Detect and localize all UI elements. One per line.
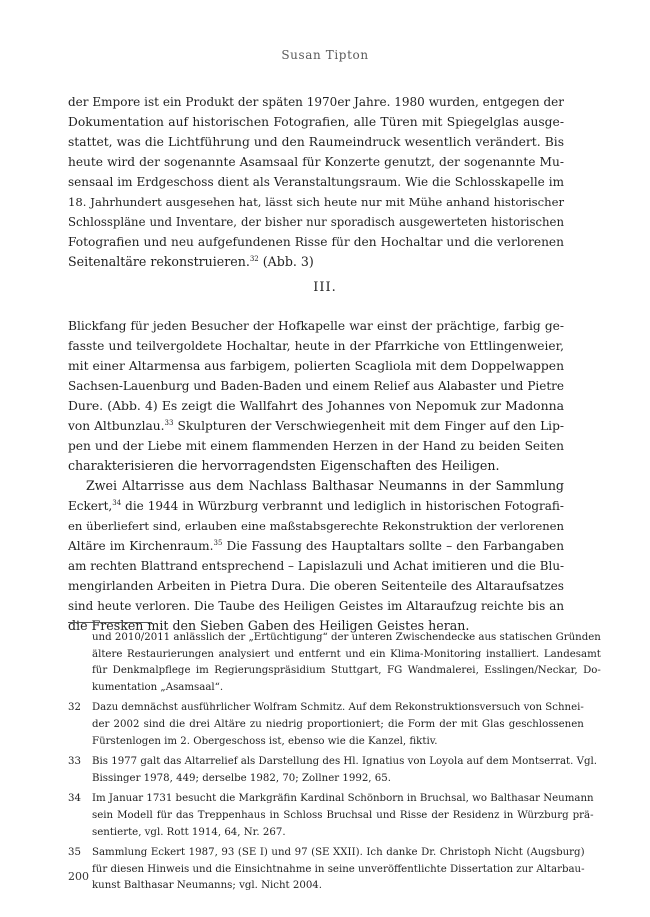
footnote-ref-32[interactable]: 32 xyxy=(249,254,259,263)
text-line: sind heute verloren. Die Taube des Heiligen Geistes im Altaraufzug reichte bis an xyxy=(68,599,564,613)
text-run: Seitenaltäre rekonstruieren. xyxy=(68,254,250,269)
text-line xyxy=(68,252,564,272)
paragraph-2 xyxy=(68,316,564,636)
footnote-34 xyxy=(68,791,594,841)
text-line: charakterisieren die hervorragendsten Eigenschaften des Heiligen. xyxy=(68,458,500,473)
footnote-text xyxy=(92,754,597,787)
paragraph-1 xyxy=(68,92,564,272)
footnote-line: sentierte, vgl. Rott 1914, 64, Nr. 267. xyxy=(92,826,286,838)
footnote-text xyxy=(92,791,594,841)
footnote-number: 35 xyxy=(68,847,81,859)
running-head: Susan Tipton xyxy=(281,48,369,62)
text-line: am rechten Blattrand entsprechend – Lapislazuli und Achat imitieren und die Blu- xyxy=(68,559,564,573)
text-run: (Abb. 3) xyxy=(258,254,314,269)
text-line: mengirlanden Arbeiten in Pietra Dura. Die oberen Seitenteile des Altaraufsatzes xyxy=(68,579,564,593)
text-line: die Fresken mit den Sieben Gaben des Heiligen Geistes heran. xyxy=(68,618,470,633)
footnote-continued xyxy=(68,630,601,696)
footnote-line: der 2002 sind die drei Altäre zu niedrig proportioniert; die Form der mit Glas geschlossenen xyxy=(92,718,584,730)
text-line: en überliefert sind, erlauben eine maßstabsgerechte Rekonstruktion der verlorenen xyxy=(68,519,564,533)
footnote-line: kumentation „Asamsaal“. xyxy=(92,681,224,693)
footnote-line: ältere Restaurierungen analysiert und entfernt und ein Klima-Monitoring installiert. Landesamt xyxy=(92,648,601,660)
footnote-line: Im Januar 1731 besucht die Markgräfin Kardinal Schönborn in Bruchsal, wo Balthasar Neumann xyxy=(92,793,594,805)
footnote-text xyxy=(92,700,584,750)
footnotes xyxy=(68,630,601,899)
footnote-line: Bissinger 1978, 449; derselbe 1982, 70; Zollner 1992, 65. xyxy=(92,772,391,784)
text-line: stattet, was die Lichtführung und den Raumeindruck wesentlich verändert. Bis xyxy=(68,135,564,149)
footnote-text xyxy=(92,845,585,895)
footnote-line: sein Modell für das Treppenhaus in Schloss Bruchsal und Risse der Residenz in Würzburg prä- xyxy=(92,809,594,821)
footnote-number xyxy=(68,630,92,696)
page-number: 200 xyxy=(68,870,89,883)
footnote-ref-35[interactable]: 35 xyxy=(213,538,223,547)
footnote-33 xyxy=(68,754,597,787)
text-line: 18. Jahrhundert ausgesehen hat, lässt sich heute nur mit Mühe anhand historischer xyxy=(68,195,564,209)
text-run: Die Fassung des Hauptaltars sollte – den Farbangaben xyxy=(222,539,565,553)
text-line: mit einer Altarmensa aus farbigem, polierten Scagliola mit dem Doppelwappen xyxy=(68,359,564,373)
footnote-divider xyxy=(68,622,152,623)
text-line xyxy=(68,416,564,436)
footnote-line: und 2010/2011 anlässlich der „Ertüchtigung“ der unteren Zwischendecke aus statischen Gründen xyxy=(92,632,601,643)
text-line xyxy=(68,496,564,516)
text-line: fasste und teilvergoldete Hochaltar, heute in der Pfarrkiche von Ettlingenweier, xyxy=(68,339,564,353)
text-run: Skulpturen der Verschwiegenheit mit dem Finger auf den Lip- xyxy=(173,419,565,433)
text-line: sensaal im Erdgeschoss dient als Veranstaltungsraum. Wie die Schlosskapelle im xyxy=(68,175,564,189)
text-line: Zwei Altarrisse aus dem Nachlass Balthasar Neumanns in der Sammlung xyxy=(86,478,564,493)
footnote-line: kunst Balthasar Neumanns; vgl. Nicht 2004. xyxy=(92,880,323,892)
text-line: pen und der Liebe mit einem flammenden Herzen in der Hand zu beiden Seiten xyxy=(68,439,564,453)
footnote-ref-33[interactable]: 33 xyxy=(164,418,174,427)
footnote-number: 33 xyxy=(68,756,81,768)
text-line: heute wird der sogenannte Asamsaal für Konzerte genutzt, der sogenannte Mu- xyxy=(68,155,564,169)
footnote-number: 34 xyxy=(68,793,81,805)
text-line: Schlosspläne und Inventare, der bisher nur sporadisch ausgewerteten historischen xyxy=(68,215,564,229)
text-line: der Empore ist ein Produkt der späten 1970er Jahre. 1980 wurden, entgegen der xyxy=(68,95,564,109)
footnote-ref-34[interactable]: 34 xyxy=(112,499,122,507)
text-run: Eckert, xyxy=(68,499,113,513)
text-line: Dure. (Abb. 4) Es zeigt die Wallfahrt des Johannes von Nepomuk zur Madonna xyxy=(68,398,564,413)
text-run: die 1944 in Würzburg verbrannt und lediglich in historischen Fotografi- xyxy=(121,499,564,513)
text-line: Dokumentation auf historischen Fotografien, alle Türen mit Spiegelglas ausge- xyxy=(68,115,564,129)
footnote-line: Fürstenlogen im 2. Obergeschoss ist, ebenso wie die Kanzel, fiktiv. xyxy=(92,735,438,747)
footnote-line: Bis 1977 galt das Altarrelief als Darstellung des Hl. Ignatius von Loyola auf dem Montserrat. Vgl. xyxy=(92,756,597,768)
footnote-35 xyxy=(68,845,585,895)
text-run: von Altbunzlau. xyxy=(68,419,165,433)
footnote-line: für diesen Hinweis und die Einsichtnahme in seine unveröffentlichte Dissertation zur Altarbau- xyxy=(92,863,585,875)
footnote-number: 32 xyxy=(68,702,81,714)
footnote-text xyxy=(92,630,601,696)
footnote-line: für Denkmalpflege im Regierungspräsidium Stuttgart, FG Wandmalerei, Esslingen/Neckar, Do- xyxy=(92,665,601,677)
text-line xyxy=(68,536,564,556)
text-line: Fotografien und neu aufgefundenen Risse für den Hochaltar und die verlorenen xyxy=(68,235,564,249)
section-heading: III. xyxy=(313,280,337,295)
footnote-line: Dazu demnächst ausführlicher Wolfram Schmitz. Auf dem Rekonstruktionsversuch von Schnei- xyxy=(92,702,584,714)
footnote-line: Sammlung Eckert 1987, 93 (SE I) und 97 (SE XXII). Ich danke Dr. Christoph Nicht (Augsburg) xyxy=(92,847,585,859)
text-line: Blickfang für jeden Besucher der Hofkapelle war einst der prächtige, farbig ge- xyxy=(68,319,564,333)
text-run: Altäre im Kirchenraum. xyxy=(68,539,214,553)
footnote-32 xyxy=(68,700,584,750)
text-line: Sachsen-Lauenburg und Baden-Baden und einem Relief aus Alabaster und Pietre xyxy=(68,379,564,393)
